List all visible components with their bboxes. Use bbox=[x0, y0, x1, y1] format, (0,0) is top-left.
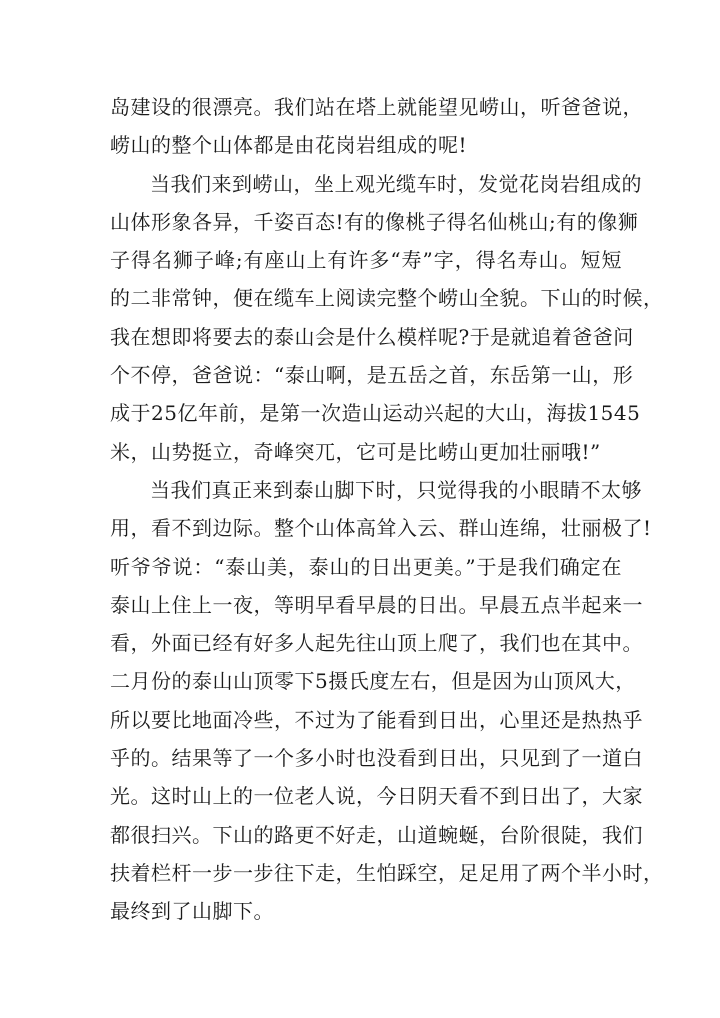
paragraph-first-line: 当我们真正来到泰山脚下时，只觉得我的小眼睛不太够 bbox=[150, 477, 642, 502]
text-line: 扶着栏杆一步一步往下走，生怕踩空，足足用了两个半小时， bbox=[110, 860, 664, 885]
text-line: 子得名狮子峰;有座山上有许多“寿”字，得名寿山。短短 bbox=[110, 248, 622, 273]
text-line: 看，外面已经有好多人起先往山顶上爬了，我们也在其中。 bbox=[110, 631, 643, 656]
text-line: 山体形象各异，千姿百态!有的像桃子得名仙桃山;有的像狮 bbox=[110, 209, 639, 234]
text-line: 泰山上住上一夜，等明早看早晨的日出。早晨五点半起来一 bbox=[110, 592, 643, 617]
paragraph-first-line: 当我们来到崂山，坐上观光缆车时，发觉花岗岩组成的 bbox=[150, 171, 642, 196]
text-line: 乎的。结果等了一个多小时也没看到日出，只见到了一道白 bbox=[110, 746, 643, 771]
text-line: 米，山势挺立，奇峰突兀，它可是比崂山更加壮丽哦!” bbox=[110, 439, 601, 464]
text-line: 的二非常钟，便在缆车上阅读完整个崂山全貌。下山的时候， bbox=[110, 286, 664, 311]
text-line: 崂山的整个山体都是由花岗岩组成的呢! bbox=[110, 133, 468, 158]
text-line: 我在想即将要去的泰山会是什么模样呢?于是就追着爸爸问 bbox=[110, 324, 634, 349]
text-line: 用，看不到边际。整个山体高耸入云、群山连绵，壮丽极了! bbox=[110, 516, 652, 541]
text-line: 岛建设的很漂亮。我们站在塔上就能望见崂山，听爸爸说， bbox=[110, 95, 643, 119]
text-line: 都很扫兴。下山的路更不好走，山道蜿蜒，台阶很陡，我们 bbox=[110, 822, 643, 847]
text-line: 所以要比地面冷些，不过为了能看到日出，心里还是热热乎 bbox=[110, 707, 643, 732]
article-body bbox=[110, 88, 664, 931]
text-line: 成于25亿年前，是第一次造山运动兴起的大山，海拔1545 bbox=[110, 401, 641, 426]
text-line: 二月份的泰山山顶零下5摄氏度左右，但是因为山顶风大， bbox=[110, 669, 636, 694]
text-line: 最终到了山脚下。 bbox=[110, 899, 274, 924]
text-line: 听爷爷说：“泰山美，泰山的日出更美。”于是我们确定在 bbox=[110, 554, 622, 579]
text-line: 光。这时山上的一位老人说，今日阴天看不到日出了，大家 bbox=[110, 784, 643, 809]
text-line: 个不停，爸爸说：“泰山啊，是五岳之首，东岳第一山，形 bbox=[110, 363, 634, 388]
